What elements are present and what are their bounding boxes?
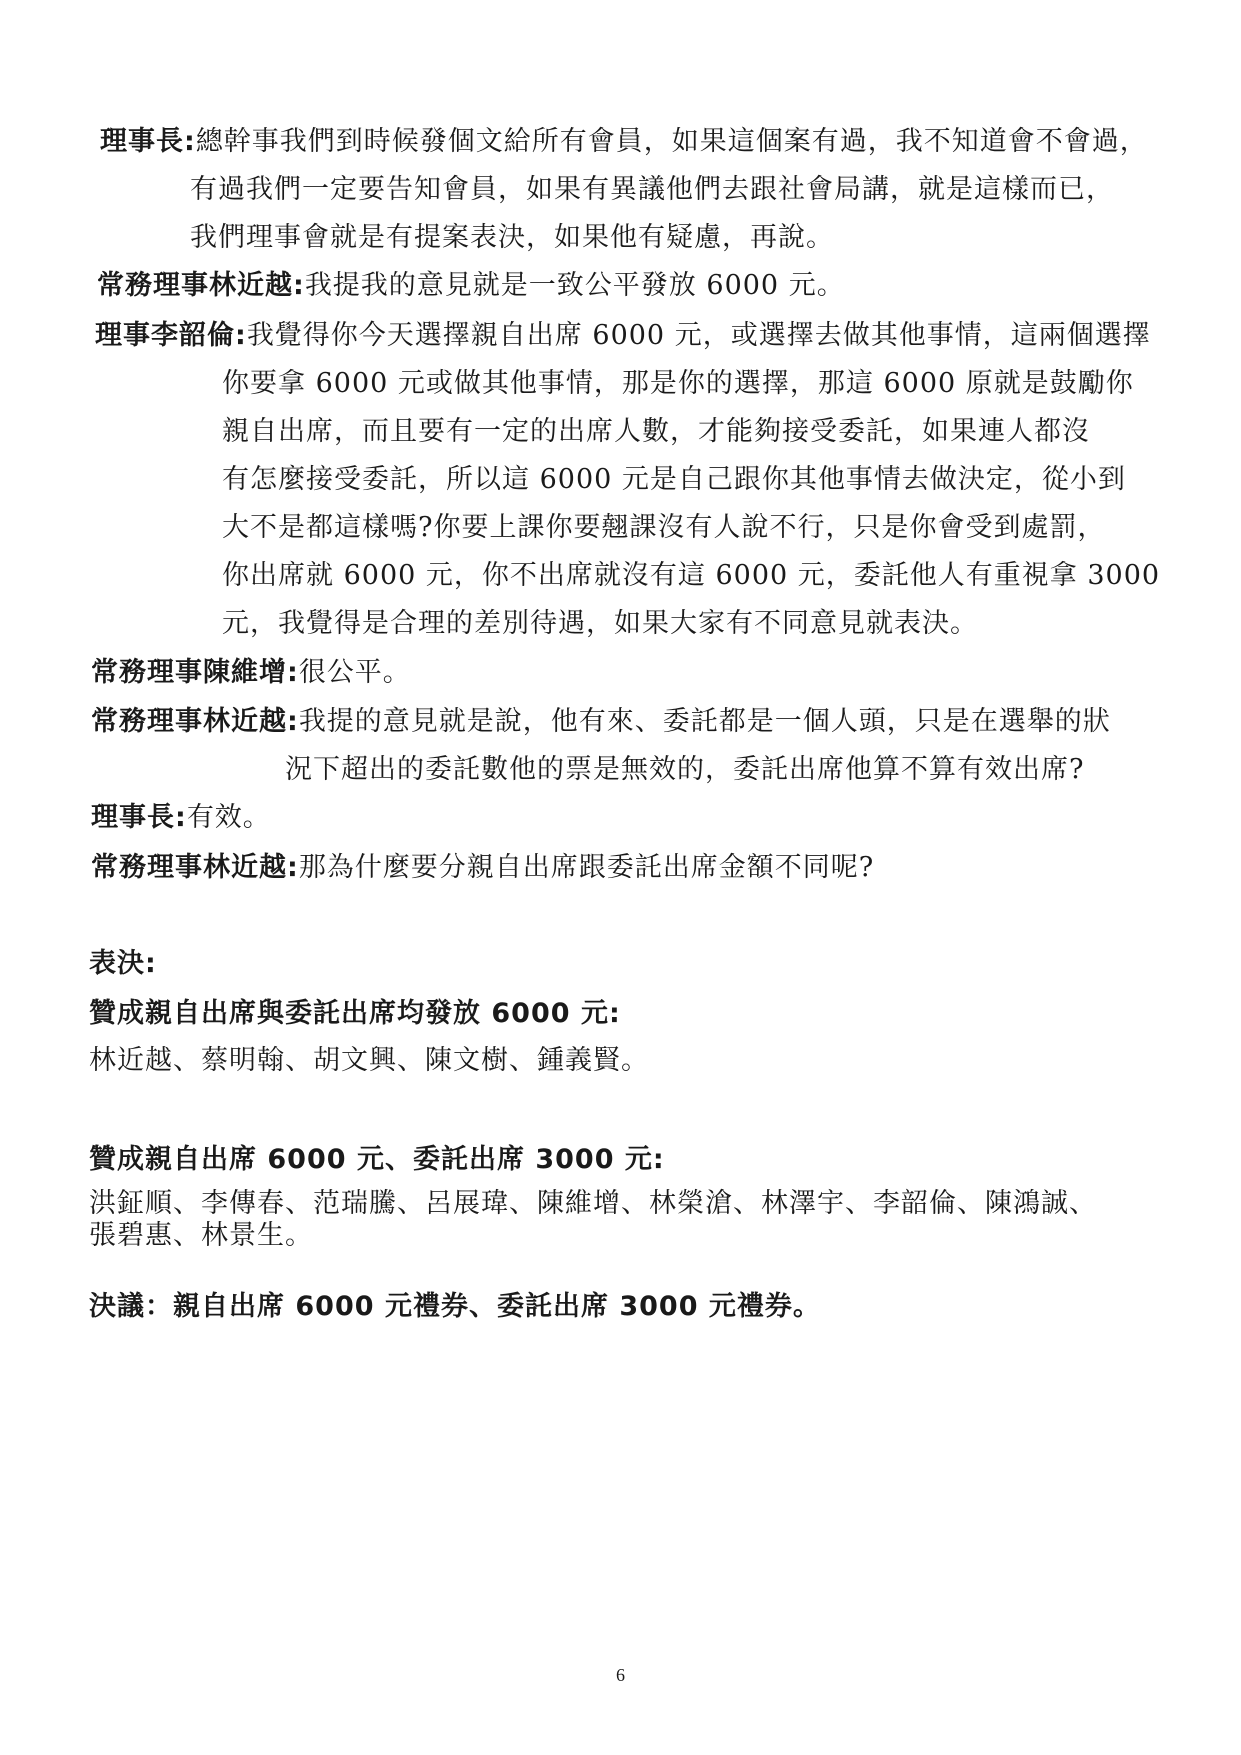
page-number: 6 <box>616 1665 625 1685</box>
vote-option-b-names: 洪鉦順、李傳春、范瑞騰、呂展瑋、陳維增、林榮滄、林澤宇、李韶倫、陳鴻誠、 <box>89 1188 1097 1219</box>
speech-text: 我提我的意見就是一致公平發放 6000 元。 <box>304 270 845 301</box>
speech-text: 很公平。 <box>298 657 411 688</box>
paragraph-line <box>91 850 874 886</box>
resolution: 決議：親自出席 6000 元禮券、委託出席 3000 元禮券。 <box>89 1291 821 1322</box>
speaker-label: 常務理事林近越: <box>91 706 299 737</box>
paragraph-line <box>95 318 1151 354</box>
paragraph-line <box>100 124 1148 160</box>
paragraph-line: 親自出席，而且要有一定的出席人數，才能夠接受委託，如果連人都沒 <box>222 416 1090 447</box>
paragraph-line: 有過我們一定要告知會員，如果有異議他們去跟社會局講，就是這樣而已， <box>190 174 1114 205</box>
paragraph-line: 大不是都這樣嗎?你要上課你要翹課沒有人說不行，只是你會受到處罰， <box>222 512 1106 543</box>
paragraph-line <box>91 655 411 691</box>
paragraph-line: 我們理事會就是有提案表決，如果他有疑慮，再說。 <box>190 222 834 253</box>
vote-option-b-names: 張碧惠、林景生。 <box>89 1220 313 1251</box>
vote-option-a-heading: 贊成親自出席與委託出席均發放 6000 元: <box>89 998 621 1029</box>
paragraph-line: 你要拿 6000 元或做其他事情，那是你的選擇，那這 6000 原就是鼓勵你 <box>222 368 1134 399</box>
vote-option-a-names: 林近越、蔡明翰、胡文興、陳文樹、鍾義賢。 <box>89 1045 649 1076</box>
speaker-label: 常務理事林近越: <box>97 270 305 301</box>
speech-text: 總幹事我們到時候發個文給所有會員，如果這個案有過，我不知道會不會過， <box>195 126 1148 157</box>
speech-text: 我提的意見就是說，他有來、委託都是一個人頭，只是在選舉的狀 <box>298 706 1111 737</box>
paragraph-line <box>91 800 271 836</box>
speech-text: 我覺得你今天選擇親自出席 6000 元，或選擇去做其他事情，這兩個選擇 <box>246 320 1151 351</box>
speaker-label: 理事長: <box>100 126 196 157</box>
speaker-label: 常務理事陳維增: <box>91 657 299 688</box>
paragraph-line: 有怎麼接受委託，所以這 6000 元是自己跟你其他事情去做決定，從小到 <box>222 464 1126 495</box>
speech-text: 那為什麼要分親自出席跟委託出席金額不同呢? <box>298 852 875 883</box>
paragraph-line: 元，我覺得是合理的差別待遇，如果大家有不同意見就表決。 <box>222 608 978 639</box>
speaker-label: 理事長: <box>91 802 187 833</box>
speech-text: 有效。 <box>186 802 271 833</box>
paragraph-line <box>97 268 845 304</box>
speaker-label: 理事李韶倫: <box>95 320 247 351</box>
vote-option-b-heading: 贊成親自出席 6000 元、委託出席 3000 元: <box>89 1144 665 1175</box>
speaker-label: 常務理事林近越: <box>91 852 299 883</box>
vote-heading: 表決: <box>89 948 157 979</box>
paragraph-line <box>91 704 1111 740</box>
paragraph-line: 你出席就 6000 元，你不出席就沒有這 6000 元，委託他人有重視拿 3000 <box>222 560 1161 591</box>
paragraph-line: 況下超出的委託數他的票是無效的，委託出席他算不算有效出席? <box>285 754 1085 785</box>
